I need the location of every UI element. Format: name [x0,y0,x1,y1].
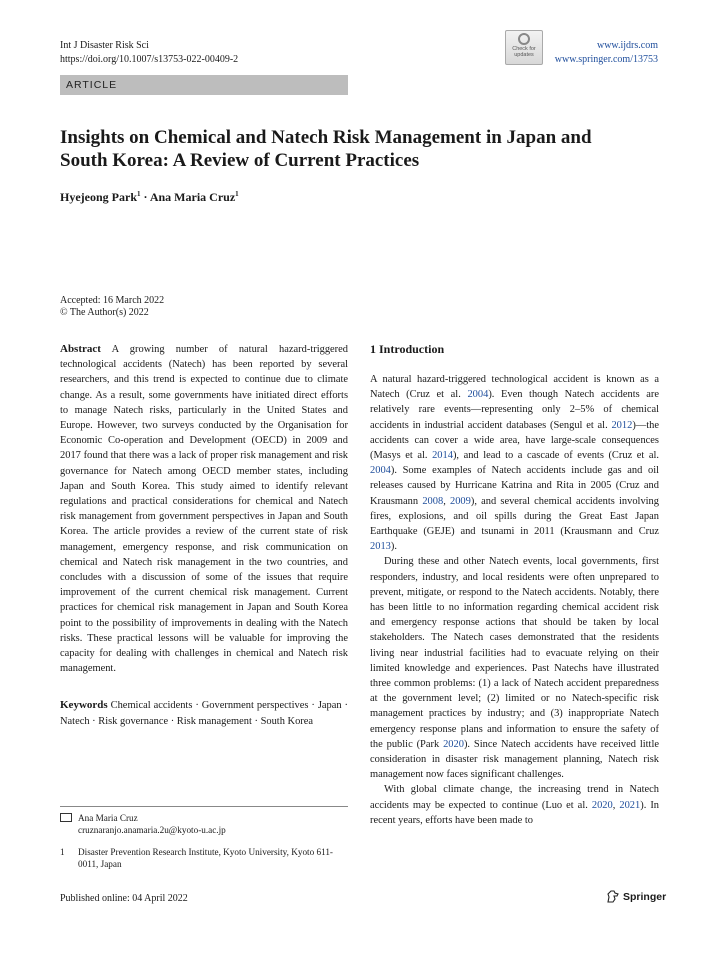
paragraph-text: During these and other Natech events, local governments, first responders, industry, and local residents were often unprepared to prevent, mitigate, or respond to the Natech accidents. Notably, there has been little to no information regarding chemical accident risk and emergency response actions that should be taken by local stakeholders. The Natech cases demonstrated that the residents living near industrial facilities had to evacuate relying on their limited knowledge and experiences. Past Natechs have illustrated three common problems: (1) a lack of Natech accident preparedness at the government level; (2) limited or no Natech-specific risk management practices by industry; and (3) inappropriate Natech emergency response plans and information to ensure the safety of the public (Park [370,556,659,750]
running-header-left [60,39,238,67]
journal-name: Int J Disaster Risk Sci [60,40,149,51]
citation-link[interactable]: 2013 [370,541,391,553]
paragraph-text: ), and several chemical accidents involving fires, explosions, and oil spills during the Great East Japan Earthquake (GEJE) and tsunami in 2011 (Krausmann and Cruz [370,495,659,538]
paragraph-text: ). Since Natech accidents have received little consideration in disaster risk management planning, Natech risk management now faces significant challenges. [370,738,659,781]
citation-link[interactable]: 2009 [449,495,471,507]
article-type-bar: ARTICLE [60,75,348,95]
citation-link[interactable]: 2008 [422,495,444,507]
citation-link[interactable]: 2020 [591,799,613,811]
keywords-text: Chemical accidents · Government perspectives · Japan · Natech · Risk governance · Risk management · South Korea [60,700,349,727]
badge-line-1: Check for [512,46,536,52]
paragraph-text: )—the accidents can cover a wide area, have large-scale consequences (Masys et al. [370,419,659,462]
abstract-text: A growing number of natural hazard-triggered technological accidents (Natech) has been reported by several researchers, and this trend is expected to continue due to climate change. As a result, some governments have initiated direct efforts to manage Natech risks, particularly in the United States and Europe. However, two surveys conducted by the Organisation for Economic Co-operation and Development (OECD) in 2009 and 2017 found that there was a lack of proper risk management and risk governance for Natech among OECD member states, including Japan and South Korea. This study aimed to identify relevant regulations and practical considerations for chemical and Natech risk management from government perspectives in Japan and South Korea. The article provides a review of the current state of risk management, emergency response, and risk communication on chemical and Natech risk management in the two countries, and concludes with a discussion of some of the issues that require improvement of the current chemical risk management. Current practices for chemical risk management in Japan and South Korea point to the possibility of improvements in dealing with the Natech risks. These practical lessons will be valuable for improving the capacity for dealing with challenges in chemical and Natech risk management. [60,344,348,675]
article-title: Insights on Chemical and Natech Risk Management in Japan and South Korea: A Review of Current Practices [60,127,592,171]
badge-line-2: updates [514,52,534,58]
check-for-updates-badge[interactable] [505,30,543,65]
publisher-name: Springer [623,890,667,903]
article-dates [60,295,164,319]
keywords-label: Keywords [60,699,108,712]
author-name[interactable]: Hyejeong Park [60,190,137,204]
citation-link[interactable]: 2021 [619,799,641,811]
check-updates-icon [518,33,530,45]
intro-paragraph [370,554,659,782]
citation-link[interactable]: 2014 [432,450,453,462]
affiliation-note [60,846,348,870]
affiliation-text: Disaster Prevention Research Institute, Kyoto University, Kyoto 611-0011, Japan [78,847,333,869]
affiliation-number: 1 [60,847,65,857]
springer-site-link[interactable]: www.springer.com/13753 [554,54,658,65]
copyright-line: © The Author(s) 2022 [60,307,149,318]
footnote-divider [60,806,348,807]
author-list [60,190,239,205]
paragraph-text: With global climate change, the increasing trend in Natech accidents may be expected to continue (Luo et al. [370,784,659,811]
paragraph-text: A natural hazard-triggered technological accident is known as a Natech (Cruz et al. [370,374,659,401]
citation-link[interactable]: 2004 [370,465,391,477]
accepted-date: Accepted: 16 March 2022 [60,295,165,306]
paragraph-text: , [443,495,450,507]
affiliation-marker: 1 [137,190,141,198]
running-header-right [555,39,658,67]
paragraph-text: ). Some examples of Natech accidents include gas and oil releases caused by Hurricane Katrina and Rita in 2005 (Cruz and Krausmann [370,465,659,507]
abstract [60,342,348,676]
corresponding-author-note [60,812,348,836]
author-separator: · [140,190,150,204]
intro-paragraph [370,372,659,554]
doi-link[interactable]: https://doi.org/10.1007/s13753-022-00409-2 [60,54,239,65]
journal-site-link[interactable]: www.ijdrs.com [596,40,658,51]
springer-horse-icon [606,890,620,903]
keywords [60,698,348,728]
right-column [370,342,659,828]
citation-link[interactable]: 2012 [611,419,633,431]
author-name[interactable]: Ana Maria Cruz [149,190,236,204]
contact-email[interactable]: cruznaranjo.anamaria.2u@kyoto-u.ac.jp [78,825,226,835]
section-heading: 1 Introduction [370,342,445,356]
paragraph-text: ). Even though Natech accidents are relatively rare events—representing only 2–5% of chemical accidents in industrial accident databases (Sengul et al. [370,389,660,431]
citation-link[interactable]: 2004 [467,389,489,401]
paragraph-text: ). In recent years, efforts have been made to [370,799,660,826]
paragraph-text: ). [390,541,397,553]
contact-name: Ana Maria Cruz [78,813,138,823]
published-date: Published online: 04 April 2022 [60,893,188,904]
affiliation-marker: 1 [235,190,239,198]
envelope-icon [60,812,76,824]
citation-link[interactable]: 2020 [443,738,464,750]
publisher-logo [606,890,666,903]
paragraph-text: ), and lead to a cascade of events (Cruz et al. [452,450,659,462]
abstract-label: Abstract [60,343,101,355]
intro-paragraph [370,782,659,828]
left-column [60,342,348,729]
paragraph-text: , [612,799,620,811]
